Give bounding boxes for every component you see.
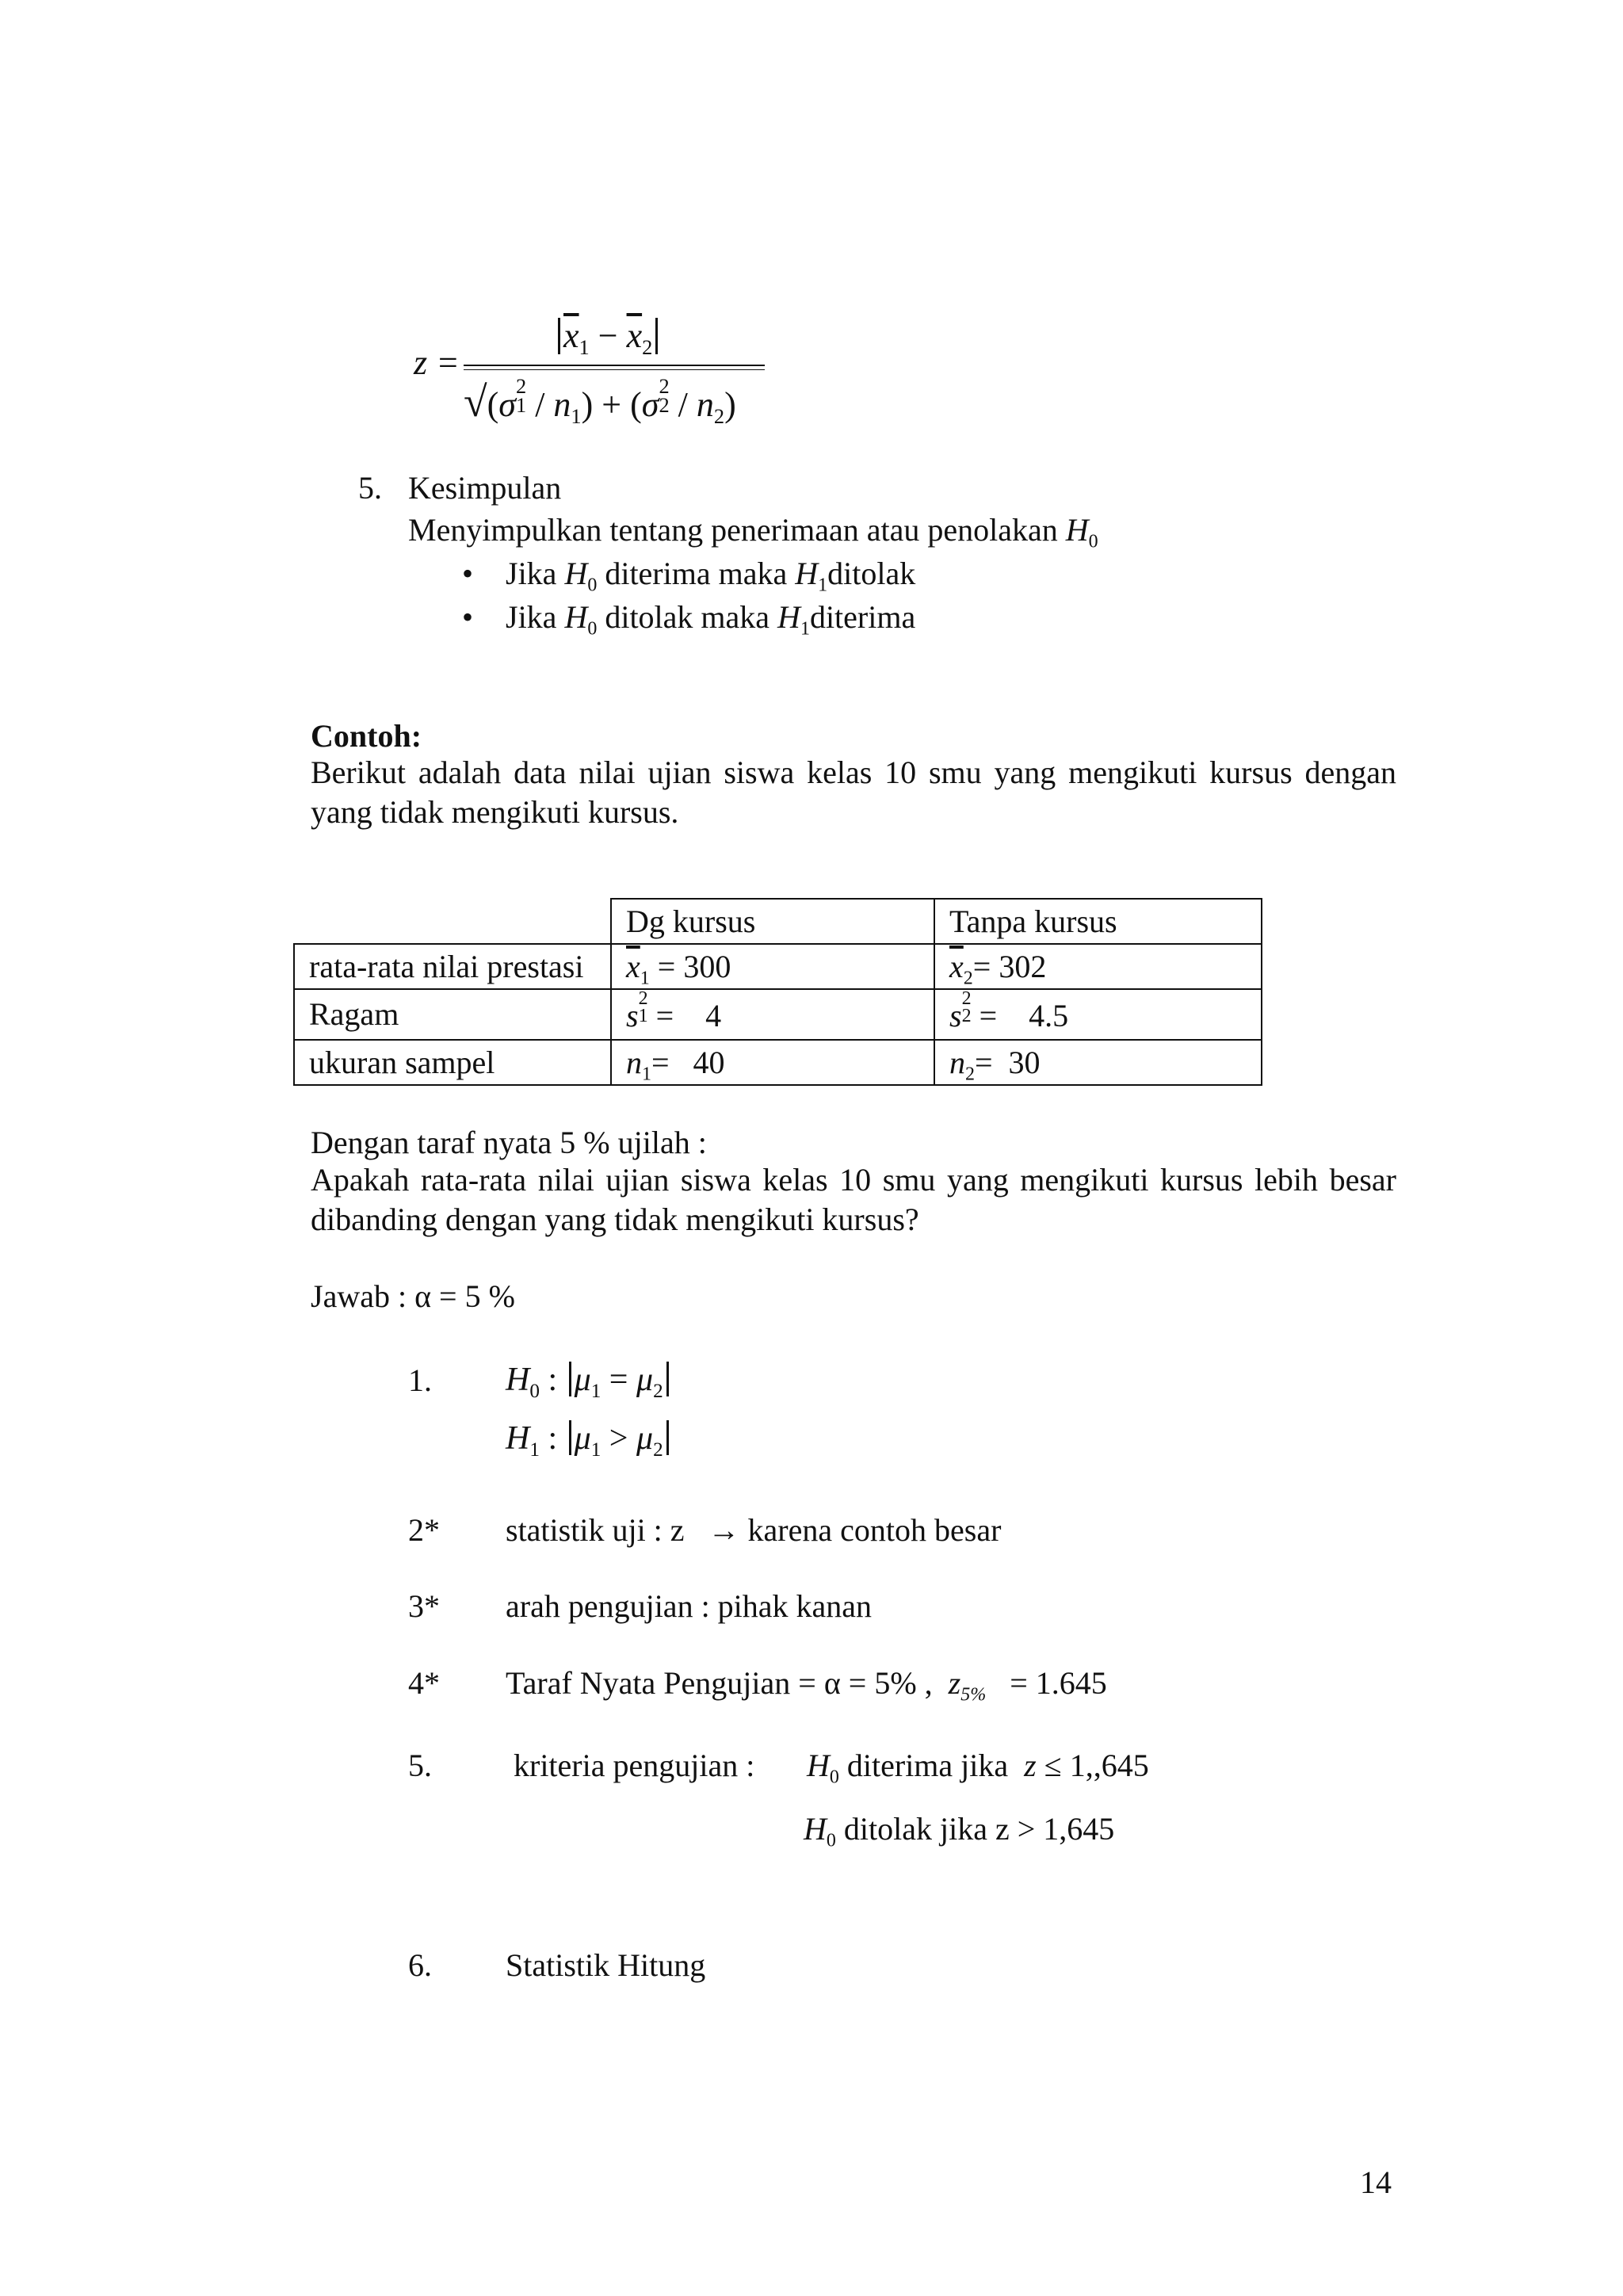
- answer-step3-text: arah pengujian : pihak kanan: [506, 1588, 873, 1624]
- hypothesis-h0: $H_0$ : $\mu_1 = \mu_2$: [506, 1360, 672, 1400]
- answer-step5-number: 5.: [408, 1748, 432, 1783]
- step5-number: 5.: [358, 470, 382, 506]
- table-header: Tanpa kursus: [934, 899, 1262, 944]
- table-row: [294, 989, 1262, 1040]
- example-heading: Contoh:: [311, 718, 422, 754]
- sqrt-symbol: √: [464, 378, 487, 426]
- table-cell: $n_1= 40$: [611, 1040, 934, 1085]
- answer-step6-number: 6.: [408, 1947, 432, 1983]
- table-header-row: [294, 899, 1262, 944]
- table-cell: s 2 1 = 4: [611, 989, 934, 1040]
- answer-step3-number: 3*: [408, 1588, 440, 1624]
- answer-step5-label: kriteria pengujian :: [514, 1748, 755, 1783]
- hypothesis-h1: $H_1$ : $\mu_1 > \mu_2$: [506, 1419, 672, 1458]
- table-cell: $\overline{x}_1 = 300$: [611, 944, 934, 989]
- table-row-label: ukuran sampel: [294, 1040, 611, 1085]
- formula-lhs: z =: [414, 343, 460, 382]
- fraction-bar: [464, 365, 765, 366]
- question-line2: Apakah rata-rata nilai ujian siswa kelas 10 smu yang mengikuti kursus lebih besar dibanding dengan yang tidak mengikuti kursus?: [311, 1162, 1396, 1237]
- table-row-label: Ragam: [294, 989, 611, 1040]
- step5-desc: Menyimpulkan tentang penerimaan atau penolakan $H_0$: [408, 512, 1098, 552]
- step5-title: Kesimpulan: [408, 470, 562, 506]
- table-cell: $n_2= 30$: [934, 1040, 1262, 1085]
- table-row: [294, 1040, 1262, 1085]
- criterion-accept: $H_0$ diterima jika z ≤ 1,,645: [807, 1748, 1149, 1788]
- step5-bullet-2: • Jika $H_0$ ditolak maka $H_1diterima$: [506, 598, 915, 636]
- answer-step2-number: 2*: [408, 1512, 440, 1548]
- formula-denominator: √(σ 2 1 / $n_1) + (\sigma$ 2 2 / $n_2$): [464, 373, 736, 429]
- table-header: Dg kursus: [611, 899, 934, 944]
- answer-step1-number: 1.: [408, 1362, 432, 1398]
- table-empty-cell: [294, 899, 611, 944]
- answer-step4-number: 4*: [408, 1665, 440, 1701]
- table-cell: $\overline{x}_2= 302$: [934, 944, 1262, 989]
- table-cell: s 2 2 = 4.5: [934, 989, 1262, 1040]
- table-row-label: rata-rata nilai prestasi: [294, 944, 611, 989]
- formula-numerator: $\overline{x}_1 - \overline{x}_2$: [555, 315, 661, 357]
- answer-step2-text: statistik uji : z → karena contoh besar: [506, 1512, 1002, 1548]
- question-line1: Dengan taraf nyata 5 % ujilah :: [311, 1125, 707, 1160]
- criterion-reject: $H_0$ ditolak jika z > 1,645: [804, 1811, 1115, 1851]
- step5-bullet-1: • Jika $H_0$ diterima maka $H_1ditolak$: [506, 555, 915, 593]
- data-table: [293, 898, 1262, 1086]
- table-row: [294, 944, 1262, 989]
- fraction-bar-2: [464, 369, 765, 370]
- example-intro: Berikut adalah data nilai ujian siswa kelas 10 smu yang mengikuti kursus dengan yang tidak mengikuti kursus.: [311, 755, 1396, 830]
- answer-intro: Jawab : α = 5 %: [311, 1278, 515, 1314]
- answer-step6-text: Statistik Hitung: [506, 1947, 706, 1983]
- page-number: 14: [1360, 2164, 1392, 2200]
- answer-step4-text: Taraf Nyata Pengujian = α = 5% , $z_{5\%}$ = 1.645: [506, 1665, 1107, 1706]
